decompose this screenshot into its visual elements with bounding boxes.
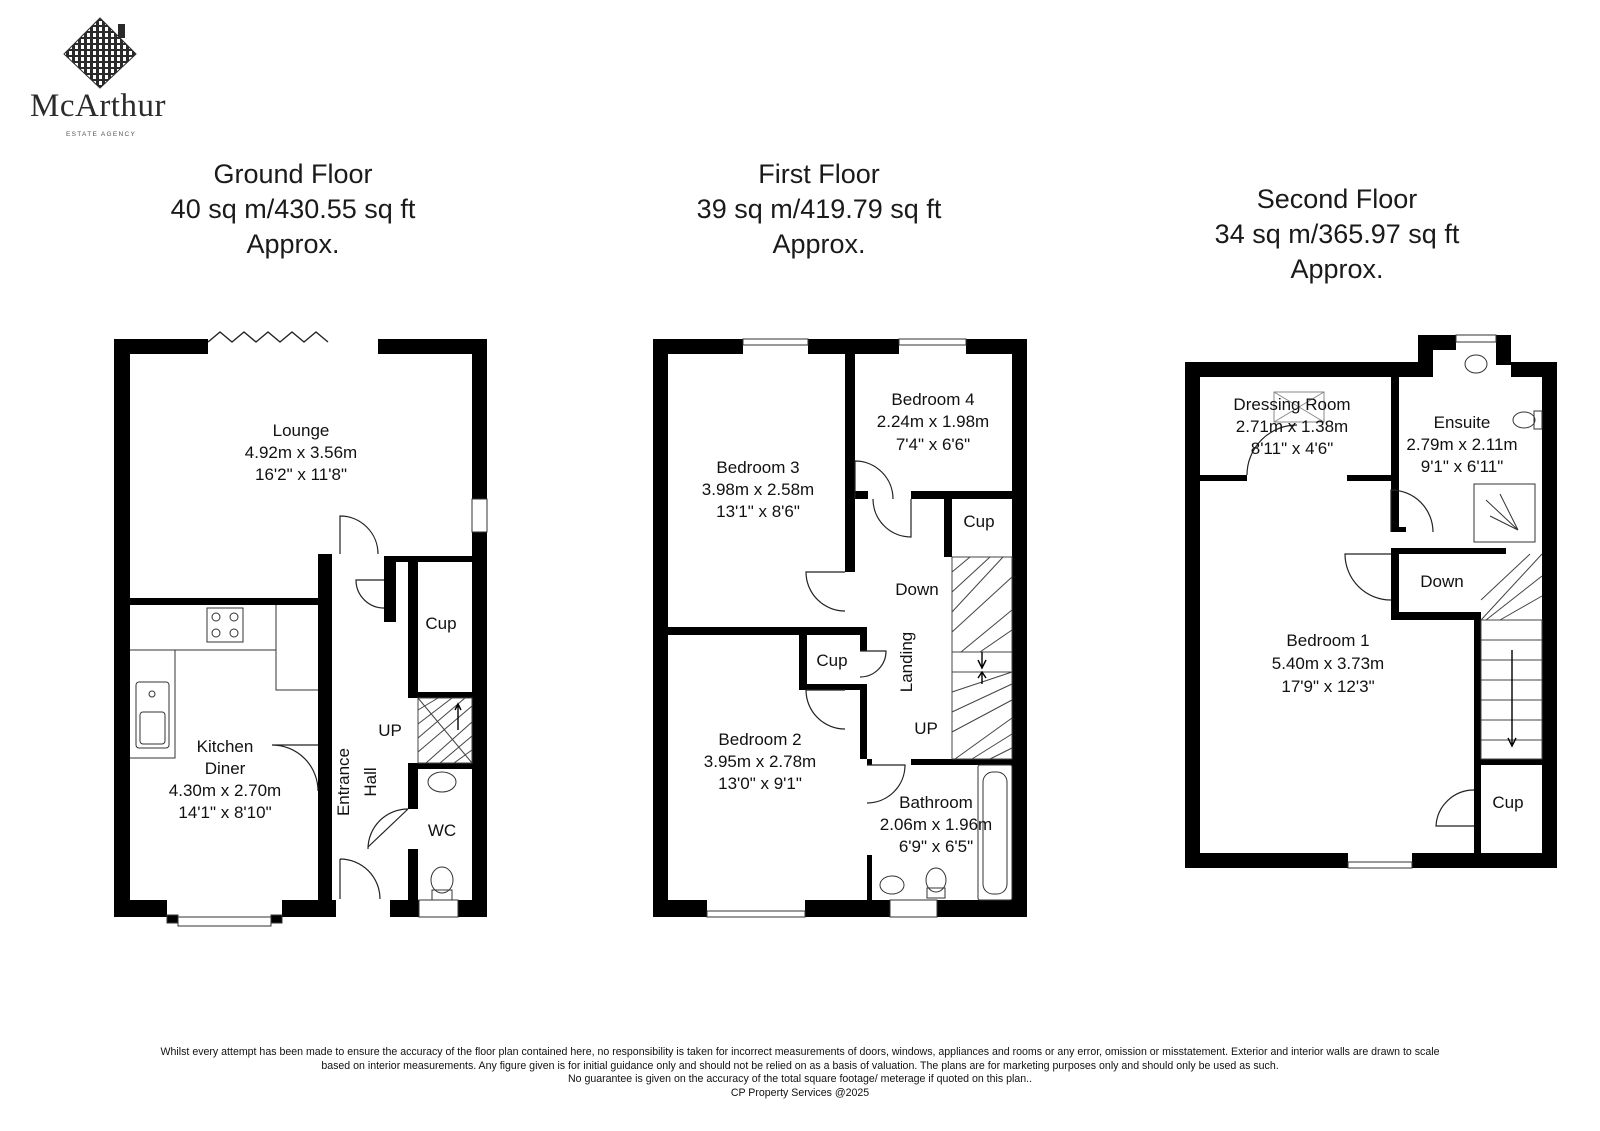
room-metric: 5.40m x 3.73m <box>1271 654 1385 673</box>
room-imperial: 14'1" x 8'10" <box>178 803 272 822</box>
svg-text:Cup <box>963 512 994 531</box>
svg-text:Bedroom 3 <box>716 458 799 477</box>
room-name: Bathroom <box>899 793 973 812</box>
basin-icon <box>428 772 456 792</box>
disclaimer-line: based on interior measurements. Any figure given is for initial guidance only and should not be relied on as a basis of valuation. The plans are for marketing purposes only and should only be used as such. <box>321 1059 1279 1072</box>
floor-title: First Floor <box>758 159 880 189</box>
basin-icon <box>1465 355 1487 373</box>
room-metric: 3.95m x 2.78m <box>703 752 817 771</box>
svg-text:Down <box>1420 572 1463 591</box>
svg-text:4.30m x 2.70m <box>169 781 281 800</box>
first-floor-stairs <box>952 557 1012 759</box>
room-name: Dressing Room <box>1233 395 1351 414</box>
svg-text:2.71m x 1.38m <box>1236 417 1348 436</box>
svg-text:13'1" x 8'6" <box>716 502 800 521</box>
floor-title: Ground Floor <box>213 159 373 189</box>
svg-text:Bathroom <box>899 793 973 812</box>
disclaimer-line: Whilst every attempt has been made to ensure the accuracy of the floor plan contained here, no responsibility is taken for incorrect measurements of doors, windows, appliances and rooms or any error, omission or misstatement. Exterior and interior walls are drawn to scale <box>160 1046 1440 1058</box>
shower-icon <box>1474 484 1535 542</box>
svg-text:Cup <box>1492 793 1523 812</box>
svg-text:Ensuite <box>1434 413 1491 432</box>
svg-text:Hall <box>361 767 380 796</box>
stairs-label: UP <box>914 719 938 738</box>
toilet-icon <box>431 867 453 893</box>
disclaimer-line: No guarantee is given on the accuracy of the total square footage/ meterage if quoted on this plan.. <box>567 1073 1033 1086</box>
room-metric: 4.30m x 2.70m <box>168 781 282 800</box>
svg-text:Cup <box>425 614 456 633</box>
stairs-label: Down <box>1420 572 1464 591</box>
room-imperial: 17'9" x 12'3" <box>1281 677 1375 696</box>
svg-text:16'2" x 11'8" <box>255 465 347 484</box>
bifold-door-icon <box>208 332 328 342</box>
svg-text:5.40m x 3.73m <box>1272 654 1384 673</box>
room-name: Bedroom 1 <box>1286 631 1370 650</box>
stairs-label: UP <box>378 721 402 740</box>
svg-text:2.24m x 1.98m <box>877 412 989 431</box>
svg-text:Bedroom 1 <box>1286 631 1369 650</box>
room-name: Bedroom 2 <box>718 730 802 749</box>
room-name: Ensuite <box>1433 413 1491 432</box>
room-imperial: 6'9" x 6'5" <box>898 837 974 856</box>
room-name: Bedroom 3 <box>716 458 800 477</box>
svg-text:Entrance <box>334 748 353 816</box>
svg-text:2.79m x 2.11m <box>1406 435 1517 454</box>
svg-text:Kitchen <box>197 737 254 756</box>
svg-text:Cup <box>816 651 847 670</box>
room-name: Entrance <box>334 747 353 817</box>
room-imperial: 7'4" x 6'6" <box>895 435 971 454</box>
floor-area: 39 sq m/419.79 sq ft <box>696 194 942 224</box>
svg-text:Down <box>895 580 938 599</box>
svg-text:6'9" x 6'5" <box>899 837 973 856</box>
svg-text:UP <box>378 721 402 740</box>
room-name: WC <box>427 821 457 840</box>
room-name: Bedroom 4 <box>891 390 975 409</box>
room-metric: 2.79m x 2.11m <box>1406 435 1518 454</box>
svg-text:Diner <box>205 759 246 778</box>
room-name: Cup <box>1492 793 1524 812</box>
room-imperial: 9'1" x 6'11" <box>1420 457 1504 476</box>
svg-text:Bedroom 4 <box>891 390 974 409</box>
basin-icon <box>880 876 904 894</box>
svg-text:14'1" x 8'10" <box>178 803 271 822</box>
floor-area: 34 sq m/365.97 sq ft <box>1214 219 1460 249</box>
stairs-label: Down <box>895 580 939 599</box>
room-imperial: 16'2" x 11'8" <box>255 465 347 484</box>
brand-tagline: ESTATE AGENCY <box>66 131 137 138</box>
svg-text:2.06m x 1.96m <box>880 815 992 834</box>
svg-text:Landing <box>897 632 916 693</box>
room-imperial: 13'1" x 8'6" <box>716 502 800 521</box>
disclaimer <box>0 1046 1600 1100</box>
room-metric: 2.71m x 1.38m <box>1235 417 1349 436</box>
room-metric: 2.24m x 1.98m <box>876 412 990 431</box>
room-name: Hall <box>361 767 380 797</box>
ground-stairs <box>418 698 472 763</box>
room-name: Cup <box>816 651 848 670</box>
room-name: Kitchen <box>196 737 254 756</box>
svg-text:Bedroom 2 <box>718 730 801 749</box>
svg-text:13'0" x 9'1" <box>718 774 802 793</box>
brand-name: McArthur <box>30 88 166 124</box>
svg-text:UP <box>914 719 938 738</box>
room-metric: 4.92m x 3.56m <box>244 443 358 462</box>
toilet-icon <box>1513 412 1535 428</box>
room-imperial: 13'0" x 9'1" <box>718 774 802 793</box>
svg-text:17'9" x 12'3" <box>1281 677 1374 696</box>
svg-text:8'11" x 4'6" <box>1251 439 1334 458</box>
room-name: Lounge <box>272 421 330 440</box>
room-name: Cup <box>425 614 457 633</box>
svg-text:3.95m x 2.78m <box>704 752 816 771</box>
svg-text:Lounge <box>273 421 330 440</box>
svg-text:Dressing Room <box>1233 395 1350 414</box>
room-metric: 2.06m x 1.96m <box>879 815 993 834</box>
svg-text:7'4" x 6'6" <box>896 435 970 454</box>
floor-approx: Approx. <box>772 229 866 259</box>
room-imperial: 8'11" x 4'6" <box>1250 439 1334 458</box>
room-metric: 3.98m x 2.58m <box>701 480 815 499</box>
svg-text:9'1" x 6'11" <box>1421 457 1504 476</box>
floor-area: 40 sq m/430.55 sq ft <box>170 194 416 224</box>
room-name: Cup <box>963 512 995 531</box>
floor-title: Second Floor <box>1256 184 1418 214</box>
room-name: Landing <box>897 631 916 693</box>
second-floor-stairs <box>1481 554 1542 759</box>
floor-approx: Approx. <box>1290 254 1384 284</box>
room-name: Diner <box>204 759 246 778</box>
disclaimer-line: CP Property Services @2025 <box>730 1086 870 1099</box>
svg-text:WC <box>428 821 456 840</box>
kitchen-fixtures <box>130 605 318 758</box>
floor-approx: Approx. <box>246 229 340 259</box>
svg-text:4.92m x 3.56m <box>245 443 357 462</box>
svg-text:3.98m x 2.58m <box>702 480 814 499</box>
